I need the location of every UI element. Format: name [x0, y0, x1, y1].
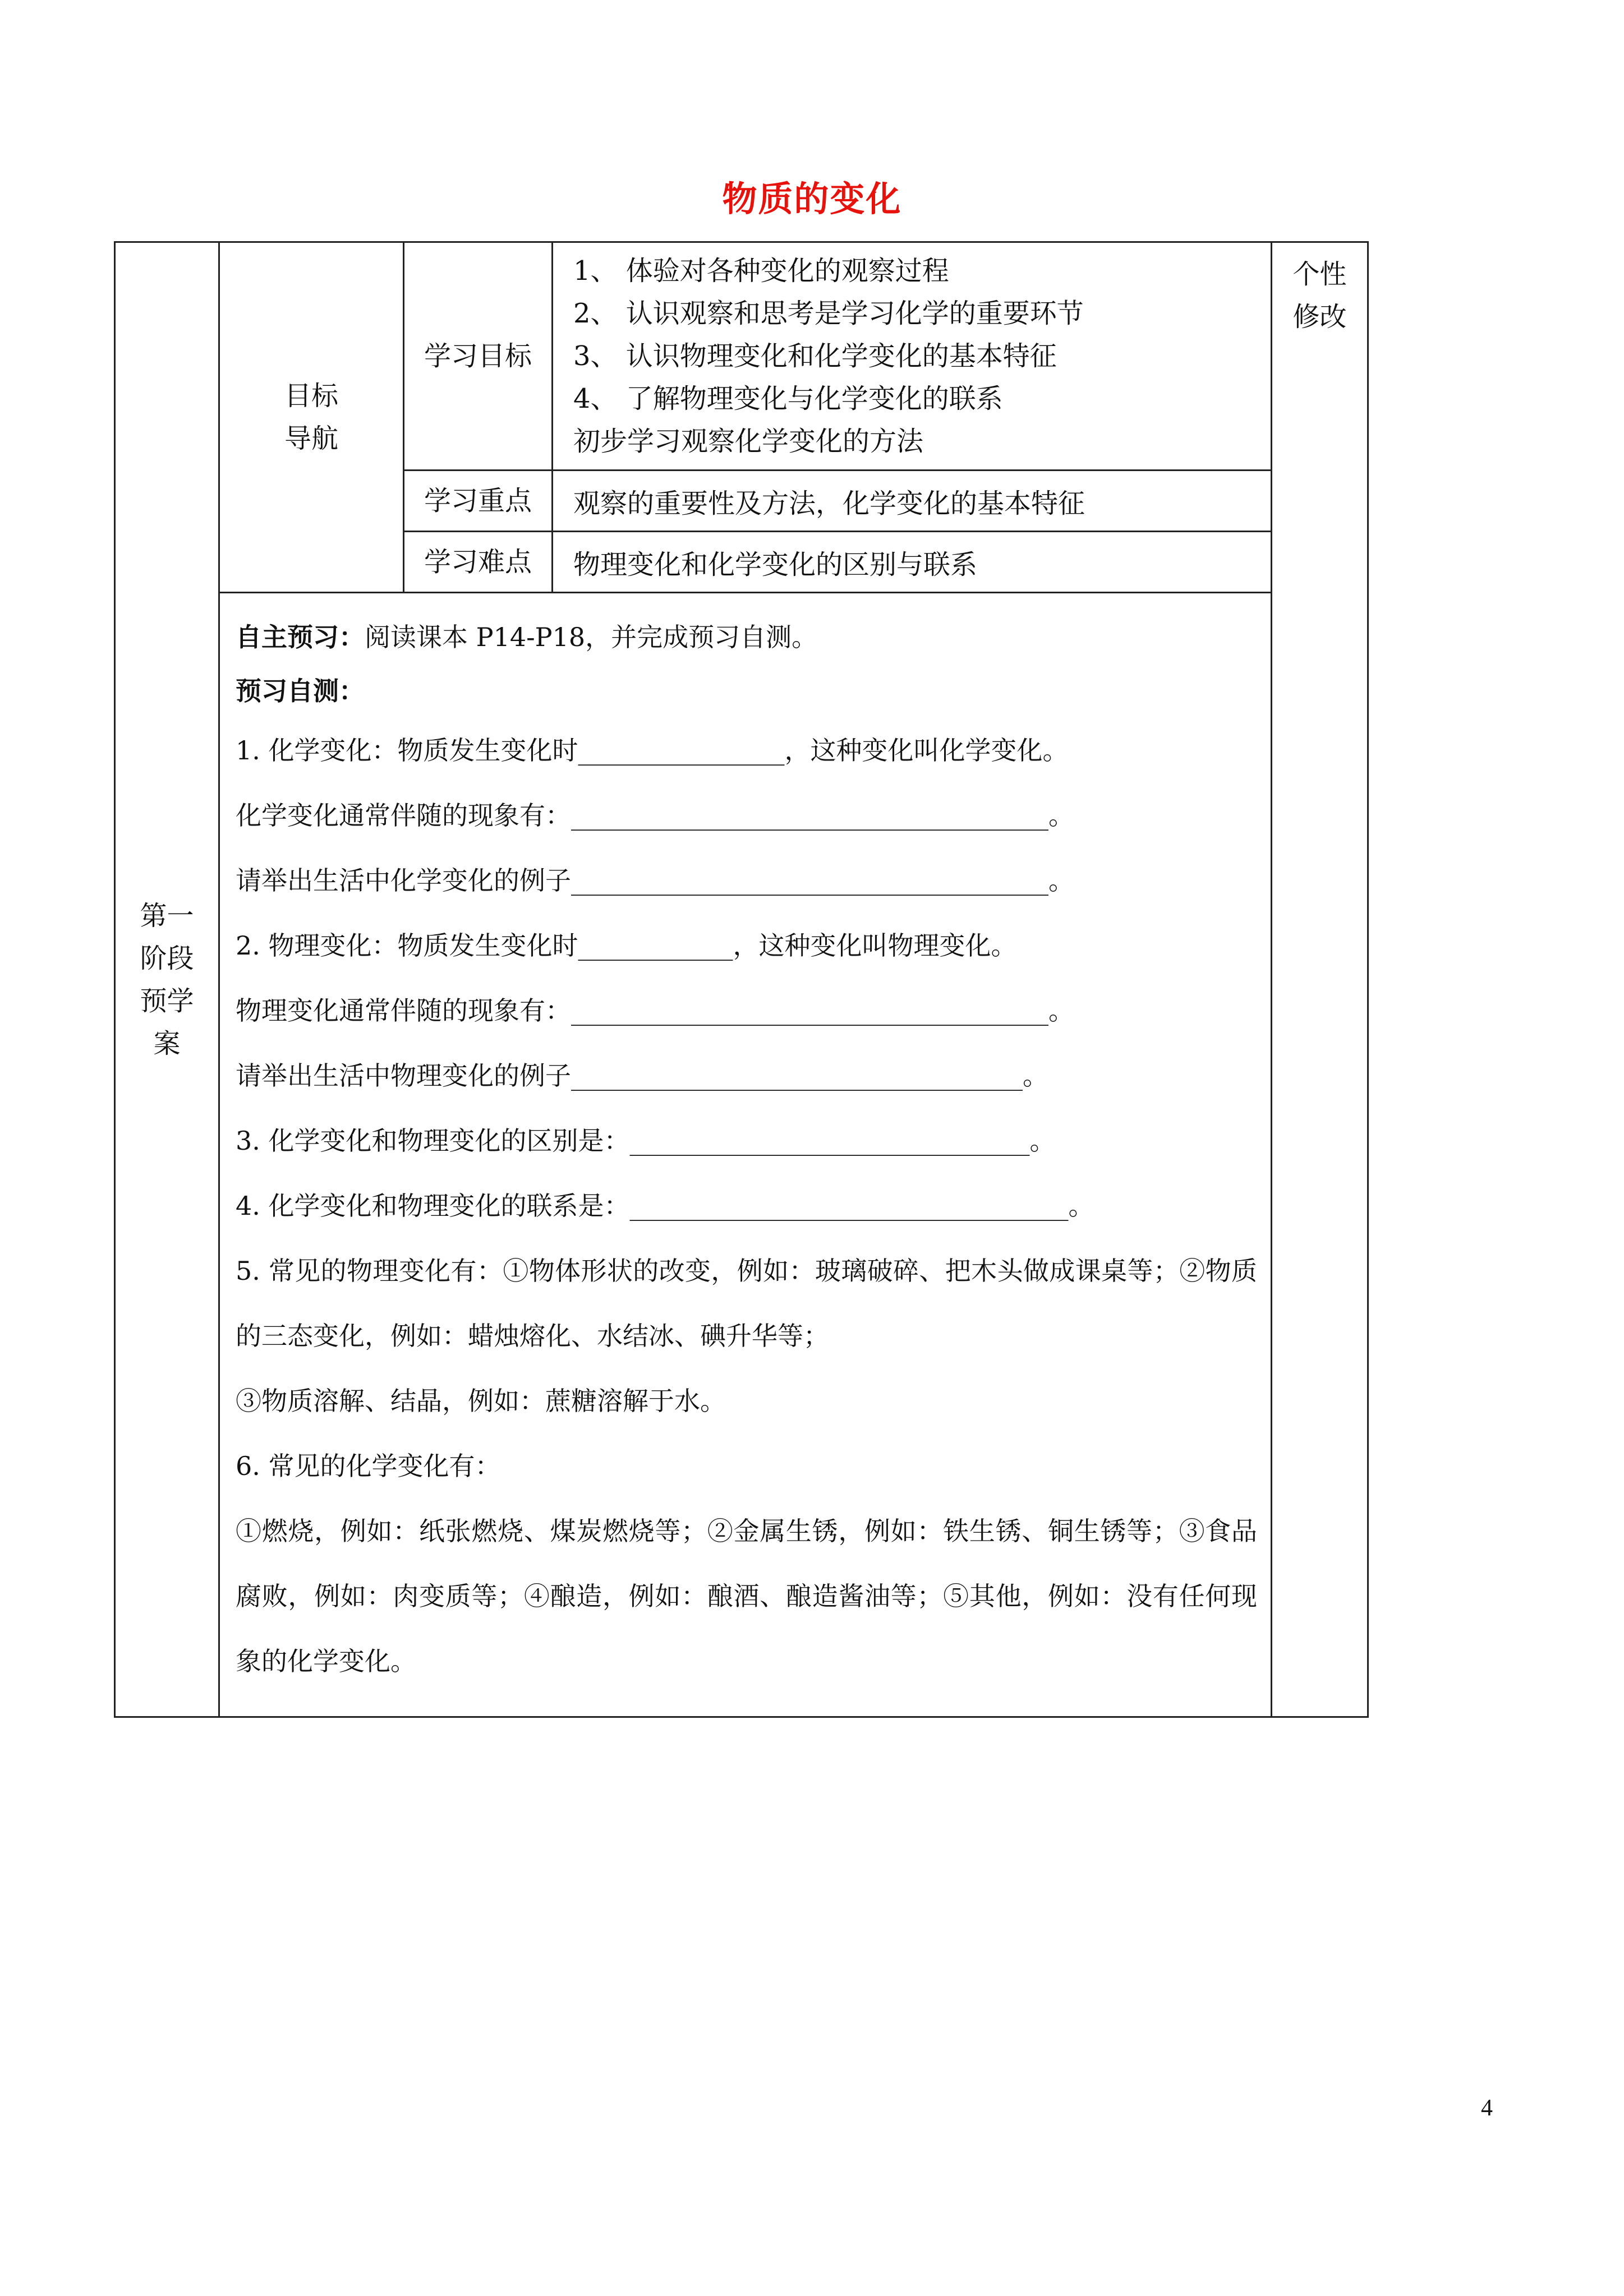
test-head: 预习自测： — [236, 676, 365, 706]
lesson-table — [114, 241, 1369, 1718]
goal-label: 学习目标 — [404, 242, 553, 471]
goal-item: 2、 认识观察和思考是学习化学的重要环节 — [573, 298, 1084, 329]
goal-item: 4、 了解物理变化与化学变化的联系 — [573, 383, 1003, 414]
difficulty-label: 学习难点 — [404, 532, 553, 593]
preview-line: 化学变化通常伴随的现象有：_____________________________________。 — [236, 800, 1074, 831]
intro-head: 自主预习： — [236, 622, 365, 652]
item5-text: 5. 常见的物理变化有：①物体形状的改变，例如：玻璃破碎、把木头做成课桌等；②物质的三态变化，例如：蜡烛熔化、水结冰、碘升华等； — [236, 1256, 1257, 1351]
edit-label: 个性修改 — [1292, 259, 1347, 333]
preview-line: 3. 化学变化和物理变化的区别是：_______________________________。 — [236, 1126, 1056, 1156]
item6-text: ①燃烧，例如：纸张燃烧、煤炭燃烧等；②金属生锈，例如：铁生锈、铜生锈等；③食品腐败，例如：肉变质等；④酿造，例如：酿酒、酿造酱油等；⑤其他，例如：没有任何现象的化学变化。 — [236, 1516, 1257, 1676]
preview-line: 请举出生活中物理变化的例子___________________________________。 — [236, 1061, 1048, 1091]
stage-label-cell — [115, 242, 219, 1717]
page-title: 物质的变化 — [722, 178, 902, 219]
key-label: 学习重点 — [404, 471, 553, 532]
key-text: 观察的重要性及方法，化学变化的基本特征 — [553, 471, 1272, 532]
preview-cell — [219, 593, 1272, 1717]
preview-line: 1. 化学变化：物质发生变化时________________，这种变化叫化学变化。 — [236, 735, 1069, 766]
stage-label: 第一阶段预学案 — [140, 900, 194, 1059]
target-label: 目标导航 — [284, 380, 338, 454]
goals-cell — [553, 242, 1272, 471]
intro-text: 阅读课本 P14-P18，并完成预习自测。 — [365, 622, 818, 652]
edit-column — [1272, 242, 1368, 1717]
difficulty-text: 物理变化和化学变化的区别与联系 — [553, 532, 1272, 593]
goal-item: 初步学习观察化学变化的方法 — [573, 426, 924, 457]
item5-text-cont: ③物质溶解、结晶，例如：蔗糖溶解于水。 — [236, 1386, 726, 1416]
preview-line: 4. 化学变化和物理变化的联系是：__________________________________。 — [236, 1191, 1094, 1221]
intro-line — [236, 610, 1257, 664]
goal-item: 1、 体验对各种变化的观察过程 — [573, 255, 949, 287]
preview-line: 物理变化通常伴随的现象有：_____________________________________。 — [236, 995, 1074, 1026]
goal-item: 3、 认识物理变化和化学变化的基本特征 — [573, 340, 1057, 372]
item6-head: 6. 常见的化学变化有： — [236, 1451, 501, 1481]
target-label-cell — [219, 242, 404, 593]
preview-line: 请举出生活中化学变化的例子_____________________________________。 — [236, 865, 1074, 896]
page-number: 4 — [1481, 2095, 1493, 2121]
preview-line: 2. 物理变化：物质发生变化时____________，这种变化叫物理变化。 — [236, 930, 1017, 961]
